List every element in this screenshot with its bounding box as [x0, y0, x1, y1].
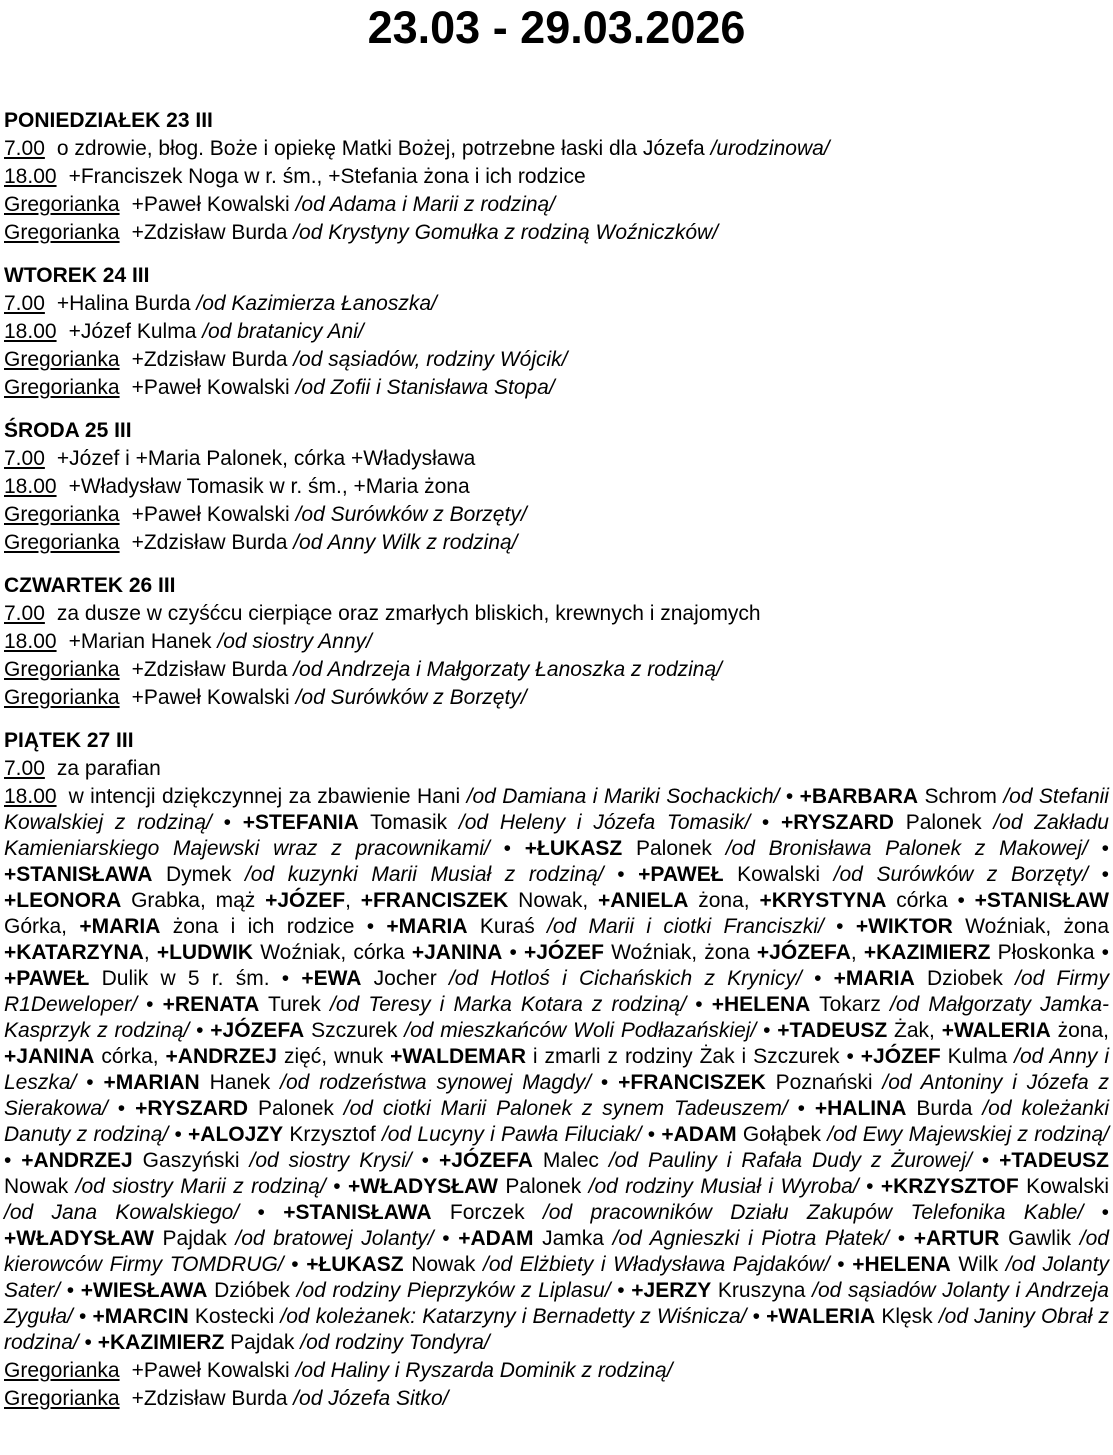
entry-segment: +JANINA — [4, 1045, 95, 1068]
entry-segment: /od Józefa Sitko/ — [293, 1387, 449, 1410]
entry-segment: /od Antoniny i Józefa z Sierakowa/ — [4, 1071, 1109, 1120]
entry-segment: /od siostry Anny/ — [217, 630, 372, 653]
entry-time-label: Gregorianka — [4, 376, 120, 399]
entry-segment: +WŁADYSŁAW — [347, 1175, 498, 1198]
entry-segment: • — [746, 1305, 767, 1328]
entry-segment: Woźniak, żona — [952, 915, 1110, 938]
entry-segment: +Paweł Kowalski — [131, 686, 296, 709]
entry-segment: • — [801, 967, 834, 990]
entry-segment: /od Stefanii Kowalskiej z rodziną/ — [4, 785, 1109, 834]
entry-segment: +Paweł Kowalski — [131, 1359, 296, 1382]
entry-segment: +Zdzisław Burda — [131, 531, 294, 554]
entry-segment: córka • — [886, 889, 975, 912]
entry-segment: Forczek — [431, 1201, 543, 1224]
entry-segment: Tomasik — [358, 811, 459, 834]
day-header: PONIEDZIAŁEK 23 III — [4, 109, 213, 132]
entry-segment: /od Firmy R1Deweloper/ — [4, 967, 1109, 1016]
entry-segment: Palonek — [248, 1097, 344, 1120]
entry-segment: +JÓZEF — [860, 1045, 941, 1068]
entry-segment: Krzysztof — [283, 1123, 382, 1146]
entry-segment: +FRANCISZEK — [618, 1071, 766, 1094]
entry-segment: /od rodzeństwa synowej Magdy/ — [280, 1071, 592, 1094]
entry-segment: +LEONORA — [4, 889, 122, 912]
entry-segment: +ANDRZEJ — [21, 1149, 133, 1172]
entry-segment: za dusze w czyśćcu cierpiące oraz zmarłych bliskich, krewnych i znajomych — [56, 602, 761, 625]
entry-segment: Burda — [906, 1097, 983, 1120]
day-section — [4, 728, 1109, 1412]
entry-segment: Gawlik — [999, 1227, 1080, 1250]
entry-segment: Kowalski — [723, 863, 834, 886]
entry-segment: +MARIA — [386, 915, 468, 938]
entry-segment: +ŁUKASZ — [524, 837, 623, 860]
entry-segment: +Paweł Kowalski — [131, 503, 296, 526]
entry-segment: Jamka — [533, 1227, 613, 1250]
entry-time-label: 18.00 — [4, 475, 57, 498]
entry-segment: +Zdzisław Burda — [131, 221, 294, 244]
day-header: ŚRODA 25 III — [4, 419, 132, 442]
entry-segment: Dymek — [152, 863, 245, 886]
entry-segment: /od koleżanek: Katarzyny i Bernadetty z Wiśnicza/ — [280, 1305, 747, 1328]
entry-time-label: 7.00 — [4, 447, 45, 470]
entry-segment: +HELENA — [852, 1253, 951, 1276]
entry-segment: zięć, wnuk — [277, 1045, 391, 1068]
entry-segment: /od siostry Krysi/ — [249, 1149, 412, 1172]
entry-segment: +ANIELA — [598, 889, 689, 912]
mass-entry — [4, 502, 1109, 528]
page-title: 23.03 - 29.03.2026 — [367, 2, 746, 53]
entry-time-label: Gregorianka — [4, 531, 120, 554]
entry-segment: +BARBARA — [799, 785, 919, 808]
entry-segment: Kruszyna — [711, 1279, 813, 1302]
entry-segment: /od Surówków z Borzęty/ — [295, 503, 527, 526]
entry-segment: +Zdzisław Burda — [131, 1387, 294, 1410]
entry-segment: • — [60, 1279, 81, 1302]
entry-segment: Szczurek — [304, 1019, 405, 1042]
entry-segment: +ŁUKASZ — [306, 1253, 404, 1276]
entry-segment: • — [325, 1175, 348, 1198]
mass-entry — [4, 1386, 1109, 1412]
entry-segment: żona i ich rodzice • — [160, 915, 387, 938]
entry-time-label: 18.00 — [4, 785, 57, 808]
entry-segment: /od sąsiadów, rodziny Wójcik/ — [293, 348, 568, 371]
entry-segment: /od Ewy Majewskiej z rodziną/ — [827, 1123, 1109, 1146]
entry-segment: +KATARZYNA — [4, 941, 144, 964]
entry-segment: Palonek — [893, 811, 994, 834]
entry-segment: • — [4, 1149, 22, 1172]
entry-segment: +JÓZEFA — [756, 941, 851, 964]
entry-segment: Hanek — [199, 1071, 281, 1094]
entry-segment: +WALERIA — [766, 1305, 876, 1328]
entry-segment: • — [787, 1097, 815, 1120]
entry-segment: /od Anny Wilk z rodziną/ — [293, 531, 518, 554]
entry-segment: Palonek — [497, 1175, 589, 1198]
entry-segment: +JÓZEFA — [438, 1149, 533, 1172]
entry-segment: Malec — [532, 1149, 609, 1172]
entry-segment: Gaszyński — [132, 1149, 250, 1172]
entry-segment: Nowak — [4, 1175, 76, 1198]
entry-time-label: 18.00 — [4, 165, 57, 188]
entry-segment: +STEFANIA — [242, 811, 359, 834]
entry-segment: Grabka, mąż — [121, 889, 266, 912]
entry-segment: +Franciszek Noga w r. śm., +Stefania żona i ich rodzice — [68, 165, 586, 188]
entry-time-label: Gregorianka — [4, 348, 120, 371]
entry-segment: córka, — [94, 1045, 166, 1068]
entry-segment: +JÓZEF — [265, 889, 346, 912]
entry-segment: • — [137, 993, 163, 1016]
entry-segment: Dziobek — [914, 967, 1016, 990]
entry-segment: /od mieszkańców Woli Podłazańskiej/ — [404, 1019, 757, 1042]
entry-segment: +WIESŁAWA — [80, 1279, 208, 1302]
entry-segment: /od Jana Kowalskiego/ — [4, 1201, 240, 1224]
entry-segment: +STANISŁAWA — [283, 1201, 432, 1224]
entry-segment: +Zdzisław Burda — [131, 658, 294, 681]
entry-segment: /od bratowej Jolanty/ — [235, 1227, 434, 1250]
entry-segment: +MARIAN — [103, 1071, 200, 1094]
mass-entry — [4, 1358, 1109, 1384]
entry-segment: /od rodziny Tondyra/ — [300, 1331, 490, 1354]
entry-segment: +JÓZEFA — [210, 1019, 305, 1042]
entry-segment: • — [823, 915, 856, 938]
entry-time-label: 18.00 — [4, 320, 57, 343]
entry-segment: • — [779, 785, 800, 808]
entry-segment: /od siostry Marii z rodziną/ — [75, 1175, 326, 1198]
entry-segment: • — [610, 1279, 632, 1302]
mass-entry — [4, 657, 1109, 683]
day-header: WTOREK 24 III — [4, 264, 150, 287]
entry-segment: Palonek — [622, 837, 726, 860]
entry-segment: +WALDEMAR — [390, 1045, 526, 1068]
entry-segment: /od Agnieszki i Piotra Płatek/ — [612, 1227, 890, 1250]
entry-segment: /od rodziny Pieprzyków z Liplasu/ — [296, 1279, 611, 1302]
entry-segment: +STANISŁAWA — [4, 863, 153, 886]
entry-segment: +PAWEŁ — [4, 967, 90, 990]
entry-segment: • — [107, 1097, 136, 1120]
entry-segment: +TADEUSZ — [999, 1149, 1110, 1172]
entry-segment: +JANINA — [411, 941, 503, 964]
entry-segment: /od Pauliny i Rafała Dudy z Żurowej/ — [608, 1149, 972, 1172]
entry-segment: /od Anny i Leszka/ — [4, 1045, 1109, 1094]
mass-entry — [4, 629, 1109, 655]
entry-time-label: 7.00 — [4, 757, 45, 780]
entry-segment: Poznański — [765, 1071, 883, 1094]
mass-entry — [4, 530, 1109, 556]
entry-time-label: Gregorianka — [4, 686, 120, 709]
entry-segment: • — [433, 1227, 459, 1250]
entry-segment: /od Surówków z Borzęty/ — [295, 686, 527, 709]
entry-segment: +JERZY — [631, 1279, 712, 1302]
entry-time-label: Gregorianka — [4, 221, 120, 244]
entry-segment: Woźniak, żona — [603, 941, 757, 964]
day-section — [4, 418, 1109, 556]
entry-segment: Tokarz — [810, 993, 891, 1016]
entry-time-label: Gregorianka — [4, 1359, 120, 1382]
entry-segment: /od Heleny i Józefa Tomasik/ — [458, 811, 751, 834]
entry-segment: • — [756, 1019, 778, 1042]
entry-segment: +KAZIMIERZ — [863, 941, 991, 964]
entry-time-label: 7.00 — [4, 292, 45, 315]
entry-segment: Nowak — [403, 1253, 483, 1276]
entry-segment: +Józef Kulma — [68, 320, 203, 343]
entry-segment: • — [750, 811, 781, 834]
entry-segment: • — [971, 1149, 1000, 1172]
entry-segment: , — [345, 889, 361, 912]
entry-segment: • — [829, 1253, 853, 1276]
mass-entry — [4, 319, 1109, 345]
entry-segment: +Paweł Kowalski — [131, 193, 296, 216]
entry-segment: +PAWEŁ — [638, 863, 724, 886]
entry-segment: /od Elżbiety i Władysława Pajdaków/ — [483, 1253, 830, 1276]
entry-segment: +ADAM — [458, 1227, 534, 1250]
entry-segment: • — [72, 1305, 93, 1328]
entry-segment: +Halina Burda — [56, 292, 197, 315]
entry-segment: Kuraś — [467, 915, 548, 938]
entry-segment: , — [850, 941, 864, 964]
entry-segment: Żak, — [887, 1019, 942, 1042]
entry-segment: +STANISŁAW — [974, 889, 1109, 912]
mass-entry — [4, 474, 1109, 500]
entry-segment: Woźniak, córka — [253, 941, 412, 964]
entry-segment: +HELENA — [711, 993, 811, 1016]
entry-segment: /od sąsiadów Jolanty i Andrzeja Zyguła/ — [4, 1279, 1109, 1328]
entry-segment: +ALOJZY — [188, 1123, 284, 1146]
entry-segment: Nowak, — [508, 889, 598, 912]
entry-segment: i zmarli z rodziny Żak i Szczurek • — [525, 1045, 861, 1068]
entry-segment: • — [641, 1123, 662, 1146]
entry-segment: Turek — [259, 993, 331, 1016]
entry-segment: • — [411, 1149, 439, 1172]
entry-segment: • — [1088, 863, 1110, 886]
mass-entry — [4, 192, 1109, 218]
entry-segment: • — [78, 1331, 98, 1354]
mass-entry — [4, 164, 1109, 190]
entry-segment: /od Adama i Marii z rodziną/ — [295, 193, 556, 216]
day-section — [4, 108, 1109, 246]
document-page — [0, 3, 1113, 1412]
entry-segment: +WALERIA — [941, 1019, 1051, 1042]
entry-segment: • — [889, 1227, 914, 1250]
entry-time-label: Gregorianka — [4, 1387, 120, 1410]
entry-segment: +TADEUSZ — [777, 1019, 888, 1042]
day-section — [4, 573, 1109, 711]
entry-segment: Płoskonka • — [990, 941, 1110, 964]
day-header: CZWARTEK 26 III — [4, 574, 176, 597]
entry-segment: • — [1087, 837, 1110, 860]
entry-segment: Dzióbek — [207, 1279, 297, 1302]
entry-segment: /od pracowników Działu Zakupów Telefonika Kable/ — [542, 1201, 1084, 1224]
entry-segment: +FRANCISZEK — [360, 889, 509, 912]
entry-segment: Pajdak — [153, 1227, 236, 1250]
entry-segment: /od Krystyny Gomułka z rodziną Woźniczków/ — [293, 221, 719, 244]
mass-entry — [4, 136, 1109, 162]
entry-segment: /od Janiny Obrał z rodzina/ — [4, 1305, 1109, 1354]
entry-segment: +HALINA — [814, 1097, 907, 1120]
entry-segment: • — [211, 811, 243, 834]
entry-segment: +KRYSTYNA — [759, 889, 887, 912]
entry-segment: +ARTUR — [913, 1227, 1000, 1250]
entry-segment: /od bratanicy Ani/ — [202, 320, 364, 343]
entry-segment: +JÓZEF — [523, 941, 604, 964]
entry-segment: +MARIA — [79, 915, 161, 938]
entry-segment: /od ciotki Marii Palonek z synem Tadeuszem/ — [343, 1097, 788, 1120]
mass-entry — [4, 756, 1109, 782]
entry-segment: Gołąbek — [736, 1123, 828, 1146]
entry-time-label: Gregorianka — [4, 658, 120, 681]
entry-segment: /od rodziny Musiał i Wyroba/ — [588, 1175, 859, 1198]
mass-entry — [4, 784, 1109, 1356]
entry-segment: +MARCIN — [92, 1305, 189, 1328]
mass-entry — [4, 220, 1109, 246]
entry-segment: +KAZIMIERZ — [97, 1331, 225, 1354]
entry-segment: za parafian — [56, 757, 161, 780]
entry-segment: w intencji dziękczynnej za zbawienie Hani — [68, 785, 467, 808]
mass-entry — [4, 347, 1109, 373]
entry-segment: /od Jolanty Sater/ — [4, 1253, 1110, 1302]
entry-segment: Pajdak — [224, 1331, 301, 1354]
entry-segment: /od Lucyny i Pawła Filuciak/ — [381, 1123, 642, 1146]
entry-segment: /od Zofii i Stanisława Stopa/ — [295, 376, 555, 399]
entry-time-label: Gregorianka — [4, 503, 120, 526]
entry-segment: o zdrowie, błog. Boże i opiekę Matki Bożej, potrzebne łaski dla Józefa — [56, 137, 711, 160]
entry-segment: żona, — [688, 889, 760, 912]
entry-segment: • — [502, 941, 524, 964]
entry-segment: +KRZYSZTOF — [880, 1175, 1019, 1198]
entry-segment: +RENATA — [162, 993, 260, 1016]
entry-segment: • — [686, 993, 712, 1016]
entry-segment: /od Haliny i Ryszarda Dominik z rodziną/ — [295, 1359, 673, 1382]
entry-time-label: 7.00 — [4, 602, 45, 625]
entry-segment: /od Hotloś i Cichańskich z Krynicy/ — [448, 967, 802, 990]
entry-segment: • — [239, 1201, 284, 1224]
mass-entry — [4, 685, 1109, 711]
entry-time-label: Gregorianka — [4, 193, 120, 216]
mass-entry — [4, 446, 1109, 472]
entry-segment: +Władysław Tomasik w r. śm., +Maria żona — [68, 475, 470, 498]
entry-segment: • — [591, 1071, 619, 1094]
entry-segment: +Paweł Kowalski — [131, 376, 296, 399]
entry-segment: /od Marii i ciotki Franciszki/ — [547, 915, 824, 938]
entry-segment: żona, — [1050, 1019, 1109, 1042]
entry-segment: /od Małgorzaty Jamka-Kasprzyk z rodziną/ — [4, 993, 1109, 1042]
entry-segment: Kulma — [940, 1045, 1015, 1068]
entry-segment: Dulik w 5 r. śm. • — [89, 967, 302, 990]
entry-segment: /od Zakładu Kamieniarskiego Majewski wraz z pracownikami/ — [4, 811, 1109, 860]
entry-segment: /od Surówków z Borzęty/ — [833, 863, 1089, 886]
entry-segment: Górka, — [4, 915, 80, 938]
entry-segment: • — [76, 1071, 104, 1094]
entry-segment: • — [858, 1175, 881, 1198]
entry-segment: • — [283, 1253, 307, 1276]
entry-segment: Jocher — [361, 967, 449, 990]
day-header: PIĄTEK 27 III — [4, 729, 134, 752]
entry-segment: /urodzinowa/ — [710, 137, 830, 160]
entry-segment: Kostecki — [188, 1305, 281, 1328]
entry-segment: /od Damiana i Mariki Sochackich/ — [466, 785, 780, 808]
entry-segment: +MARIA — [833, 967, 915, 990]
schedule — [4, 108, 1109, 1412]
entry-segment: • — [189, 1019, 211, 1042]
mass-entry — [4, 375, 1109, 401]
mass-entry — [4, 601, 1109, 627]
entry-segment: Kowalski — [1018, 1175, 1109, 1198]
entry-segment: Wilk — [950, 1253, 1006, 1276]
entry-segment: /od Kazimierza Łanoszka/ — [196, 292, 437, 315]
entry-segment: • — [1083, 1201, 1110, 1224]
entry-segment: • — [603, 863, 639, 886]
entry-time-label: 7.00 — [4, 137, 45, 160]
entry-segment: /od Bronisława Palonek z Makowej/ — [725, 837, 1088, 860]
entry-segment: /od Andrzeja i Małgorzaty Łanoszka z rodziną/ — [293, 658, 722, 681]
entry-segment: Schrom — [918, 785, 1004, 808]
entry-time-label: 18.00 — [4, 630, 57, 653]
entry-segment: , — [143, 941, 157, 964]
entry-segment: /od kuzynki Marii Musiał z rodziną/ — [244, 863, 604, 886]
entry-segment: • — [168, 1123, 189, 1146]
entry-segment: /od Teresy i Marka Kotara z rodziną/ — [330, 993, 687, 1016]
mass-entry — [4, 291, 1109, 317]
entry-segment: +WIKTOR — [855, 915, 953, 938]
entry-segment: +Zdzisław Burda — [131, 348, 294, 371]
entry-segment: /od kierowców Firmy TOMDRUG/ — [4, 1227, 1109, 1276]
entry-segment: +LUDWIK — [156, 941, 254, 964]
entry-segment: +ADAM — [661, 1123, 737, 1146]
entry-segment: +RYSZARD — [135, 1097, 249, 1120]
entry-segment: +Marian Hanek — [68, 630, 218, 653]
entry-segment: +WŁADYSŁAW — [4, 1227, 154, 1250]
entry-segment: +Józef i +Maria Palonek, córka +Władysława — [56, 447, 476, 470]
entry-segment: • — [489, 837, 525, 860]
entry-segment: +RYSZARD — [780, 811, 894, 834]
entry-segment: Klęsk — [875, 1305, 939, 1328]
entry-segment: +ANDRZEJ — [165, 1045, 277, 1068]
entry-segment: /od koleżanki Danuty z rodziną/ — [4, 1097, 1109, 1146]
entry-segment: +EWA — [301, 967, 362, 990]
day-section — [4, 263, 1109, 401]
